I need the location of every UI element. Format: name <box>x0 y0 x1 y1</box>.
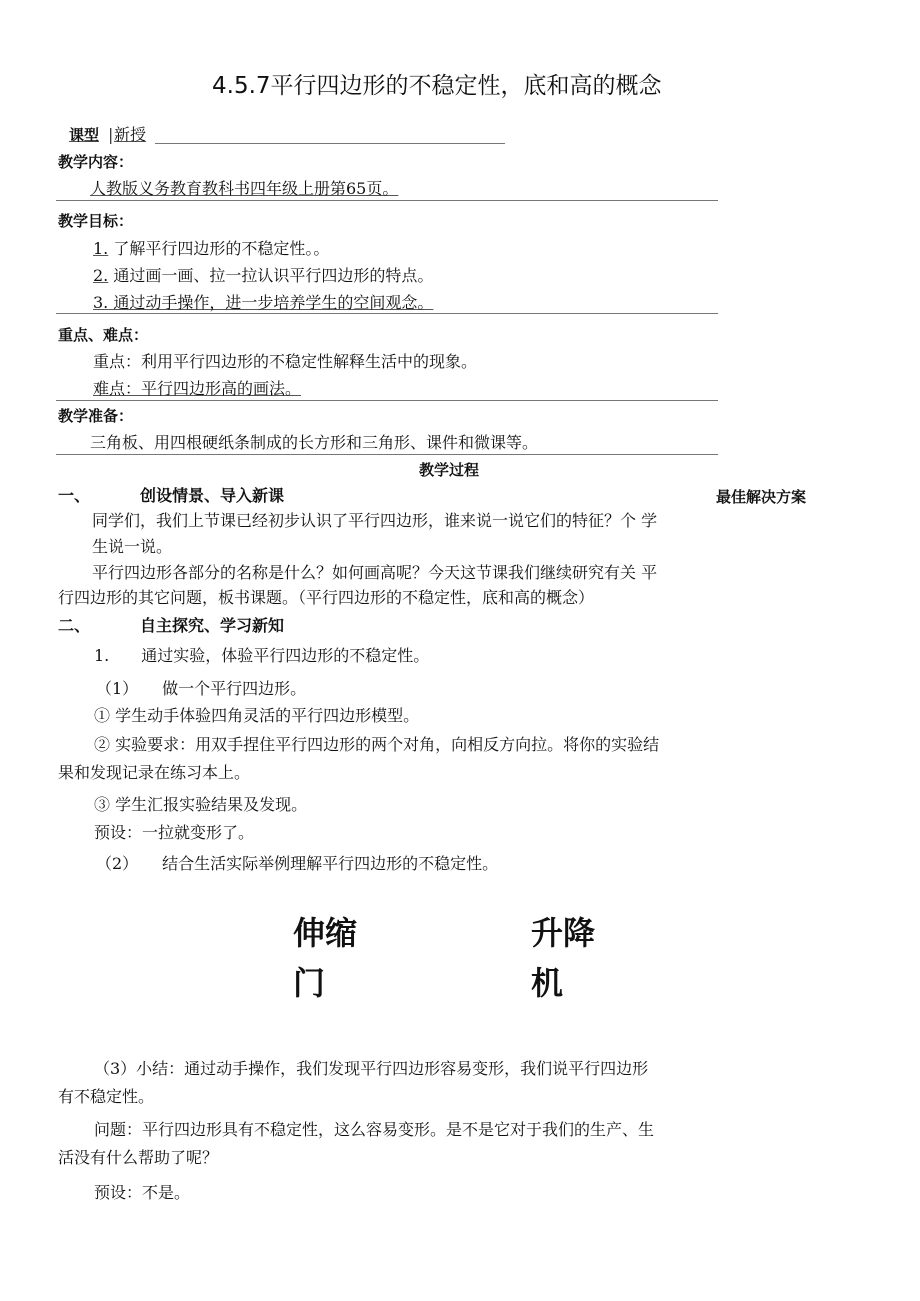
goal-item <box>93 293 433 313</box>
example-text: 门 <box>293 964 326 1002</box>
lesson-type-value: 新授 <box>114 125 147 144</box>
goal-item <box>93 239 329 259</box>
key-points-heading: 重点、难点： <box>58 326 149 344</box>
example-text: 伸缩 <box>293 914 358 952</box>
goal-text: 通过动手操作，进一步培养学生的空间观念。 <box>113 293 434 312</box>
section-title: 创设情景、导入新课 <box>140 486 285 505</box>
page-title: 4.5.7平行四边形的不稳定性，底和高的概念 <box>212 73 662 99</box>
lesson-type-separator: | <box>108 125 114 144</box>
goal-num: 1. <box>93 239 109 258</box>
paragraph-line: （1） 做一个平行四边形。 <box>96 679 307 698</box>
goal-item <box>93 266 433 286</box>
paragraph-line: 同学们，我们上节课已经初步认识了平行四边形，谁来说一说它们的特征？个 学 <box>92 511 658 530</box>
paragraph-line: （2） 结合生活实际举例理解平行四边形的不稳定性。 <box>96 854 499 873</box>
content-heading: 教学内容： <box>58 153 134 171</box>
section-number: 一、 <box>58 486 91 505</box>
goal-num: 3. <box>93 293 109 312</box>
section-number: 二、 <box>58 616 91 635</box>
goal-num: 2. <box>93 266 109 285</box>
side-label: 最佳解决方案 <box>716 488 807 506</box>
paragraph-line: 1. 通过实验，体验平行四边形的不稳定性。 <box>94 646 430 665</box>
paragraph-line: ① 学生动手体验四角灵活的平行四边形模型。 <box>94 706 420 725</box>
divider <box>56 200 718 201</box>
paragraph-line: ② 实验要求：用双手捏住平行四边形的两个对角，向相反方向拉。将你的实验结 <box>94 735 660 754</box>
example-text: 机 <box>531 964 564 1002</box>
divider <box>56 313 718 314</box>
paragraph-line: 生说一说。 <box>92 537 173 556</box>
paragraph-line: 问题：平行四边形具有不稳定性，这么容易变形。是不是它对于我们的生产、生 <box>94 1120 655 1139</box>
prep-text: 三角板、用四根硬纸条制成的长方形和三角形、课件和微课等。 <box>90 433 539 452</box>
paragraph-line: 预设：一拉就变形了。 <box>94 823 255 842</box>
paragraph-line: 果和发现记录在练习本上。 <box>58 763 251 782</box>
goals-heading: 教学目标： <box>58 212 134 230</box>
process-heading: 教学过程 <box>419 461 480 479</box>
prep-heading: 教学准备： <box>58 407 134 425</box>
paragraph-line: ③ 学生汇报实验结果及发现。 <box>94 795 308 814</box>
section-title: 自主探究、学习新知 <box>140 616 285 635</box>
divider <box>155 143 505 144</box>
difficult-point: 难点：平行四边形高的画法。 <box>93 379 302 398</box>
paragraph-line: 预设：不是。 <box>94 1183 191 1202</box>
goal-text: 通过画一画、拉一拉认识平行四边形的特点。 <box>113 266 434 285</box>
paragraph-line: （3）小结：通过动手操作，我们发现平行四边形容易变形，我们说平行四边形 <box>94 1059 649 1078</box>
paragraph-line: 平行四边形各部分的名称是什么？如何画高呢？今天这节课我们继续研究有关 平 <box>92 563 658 582</box>
content-text: 人教版义务教育教科书四年级上册第65页。 <box>90 179 399 198</box>
paragraph-line: 活没有什么帮助了呢？ <box>58 1148 219 1167</box>
example-text: 升降 <box>531 914 596 952</box>
goal-text: 了解平行四边形的不稳定性。。 <box>113 239 330 258</box>
divider <box>56 400 718 401</box>
lesson-type-label: 课型 <box>69 126 100 144</box>
paragraph-line: 有不稳定性。 <box>58 1087 155 1106</box>
key-point: 重点：利用平行四边形的不稳定性解释生活中的现象。 <box>93 352 478 371</box>
divider <box>56 454 718 455</box>
paragraph-line: 行四边形的其它问题，板书课题。（平行四边形的不稳定性，底和高的概念） <box>58 588 595 607</box>
